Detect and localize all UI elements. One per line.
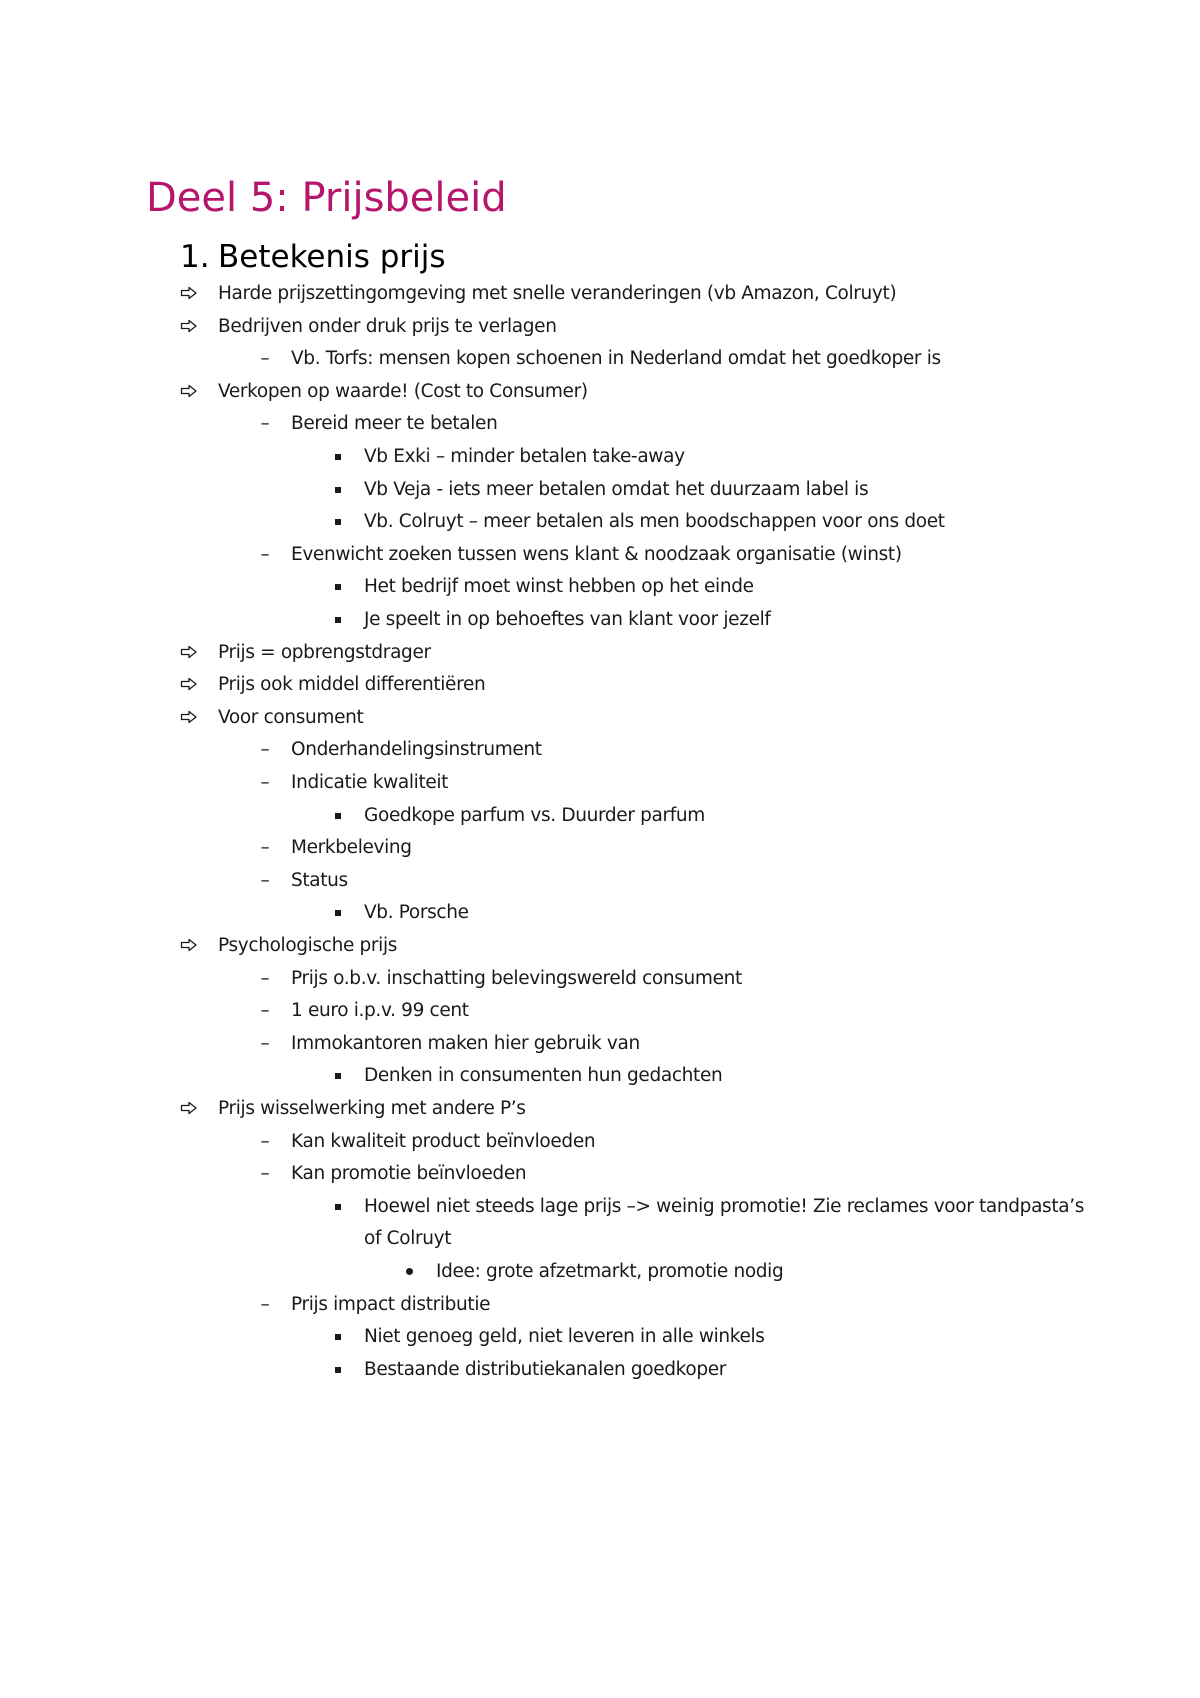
arrow-icon [180, 278, 204, 300]
list-item [0, 1354, 1200, 1386]
list-item-text: Harde prijszettingomgeving met snelle veranderingen (vb Amazon, Colruyt) [218, 283, 897, 304]
dash-icon: – [260, 1130, 270, 1152]
list-item-text: Bereid meer te betalen [291, 413, 498, 435]
dash-icon: – [260, 1293, 270, 1315]
list-item [0, 376, 1200, 408]
arrow-icon [180, 376, 204, 398]
dash-icon: – [260, 543, 270, 565]
list-item-text: Indicatie kwaliteit [291, 772, 449, 793]
list-item-text: Je speelt in op behoeftes van klant voor jezelf [364, 609, 771, 630]
list-item [0, 474, 1200, 506]
list-item [0, 897, 1200, 929]
list-item [0, 604, 1200, 636]
list-item [0, 1060, 1200, 1092]
list-item-text: Status [291, 869, 348, 891]
list-item-text: of Colruyt [364, 1228, 452, 1250]
dash-icon: – [260, 1000, 270, 1022]
list-item-text: Immokantoren maken hier gebruik van [291, 1032, 640, 1054]
list-item [0, 506, 1200, 538]
dash-icon: – [260, 967, 270, 989]
list-item [0, 995, 1200, 1027]
list-item [0, 1256, 1200, 1288]
list-item [0, 1158, 1200, 1190]
list-item-text: Onderhandelingsinstrument [291, 739, 542, 761]
list-item [0, 1289, 1200, 1321]
list-item [0, 800, 1200, 832]
arrow-icon [180, 669, 204, 691]
dash-icon: – [260, 837, 270, 859]
list-item [0, 1191, 1200, 1223]
arrow-icon [180, 637, 204, 659]
section-number: 1. [180, 239, 210, 275]
list-item-text: Prijs impact distributie [291, 1293, 491, 1315]
dash-icon: – [260, 1163, 270, 1185]
list-item [0, 1223, 1200, 1255]
list-item [0, 832, 1200, 864]
list-item-text: Denken in consumenten hun gedachten [364, 1065, 723, 1087]
list-item-text: Vb. Porsche [364, 902, 469, 924]
dash-icon: – [260, 739, 270, 761]
list-item [0, 539, 1200, 571]
list-item-text: Goedkope parfum vs. Duurder parfum [364, 804, 705, 826]
list-item-text: Prijs ook middel differentiëren [218, 674, 486, 696]
list-item [0, 343, 1200, 375]
section-heading-text: Betekenis prijs [218, 239, 446, 275]
list-item [0, 930, 1200, 962]
list-item [0, 637, 1200, 669]
list-item-text: Kan kwaliteit product beïnvloeden [291, 1130, 596, 1152]
list-item-text: Verkopen op waarde! (Cost to Consumer) [218, 380, 588, 402]
dash-icon: – [260, 413, 270, 435]
list-item-text: Bedrijven onder druk prijs te verlagen [218, 315, 557, 337]
arrow-icon [180, 1093, 204, 1115]
list-item-text: Psychologische prijs [218, 935, 398, 956]
list-item-text: Het bedrijf moet winst hebben op het einde [364, 576, 754, 598]
list-item-text: Vb Exki – minder betalen take-away [364, 446, 685, 467]
dash-icon: – [260, 869, 270, 891]
dash-icon: – [260, 772, 270, 793]
section-heading [180, 236, 446, 278]
list-item [0, 311, 1200, 343]
list-item [0, 1321, 1200, 1353]
list-item [0, 1028, 1200, 1060]
list-item [0, 408, 1200, 440]
list-item-text: Prijs = opbrengstdrager [218, 641, 431, 663]
page-title: Deel 5: Prijsbeleid [146, 175, 507, 221]
list-item [0, 702, 1200, 734]
list-item-text: Bestaande distributiekanalen goedkoper [364, 1358, 727, 1380]
list-item-text: Vb. Torfs: mensen kopen schoenen in Nederland omdat het goedkoper is [291, 348, 941, 370]
list-item-text: Evenwicht zoeken tussen wens klant & noodzaak organisatie (winst) [291, 543, 902, 565]
list-item [0, 767, 1200, 799]
list-item-text: Vb Veja - iets meer betalen omdat het duurzaam label is [364, 478, 869, 500]
arrow-icon [180, 930, 204, 952]
list-item-text: Vb. Colruyt – meer betalen als men boodschappen voor ons doet [364, 511, 945, 533]
list-item [0, 963, 1200, 995]
list-item-text: Niet genoeg geld, niet leveren in alle winkels [364, 1326, 765, 1348]
list-item-text: 1 euro i.p.v. 99 cent [291, 1000, 469, 1022]
list-item [0, 669, 1200, 701]
list-item [0, 865, 1200, 897]
list-item [0, 1126, 1200, 1158]
list-item [0, 278, 1200, 310]
list-item [0, 1093, 1200, 1125]
list-item [0, 441, 1200, 473]
dash-icon: – [260, 348, 270, 370]
list-item-text: Kan promotie beïnvloeden [291, 1163, 527, 1185]
list-item-text: Merkbeleving [291, 837, 412, 859]
list-item-text: Voor consument [218, 706, 364, 728]
arrow-icon [180, 702, 204, 724]
arrow-icon [180, 311, 204, 333]
list-item-text: Idee: grote afzetmarkt, promotie nodig [436, 1261, 784, 1282]
list-item [0, 734, 1200, 766]
list-item-text: Prijs o.b.v. inschatting belevingswereld consument [291, 967, 742, 989]
list-item-text: Prijs wisselwerking met andere P’s [218, 1098, 526, 1119]
list-item [0, 571, 1200, 603]
list-item-text: Hoewel niet steeds lage prijs –> weinig promotie! Zie reclames voor tandpasta’s [364, 1195, 1085, 1217]
dash-icon: – [260, 1032, 270, 1054]
